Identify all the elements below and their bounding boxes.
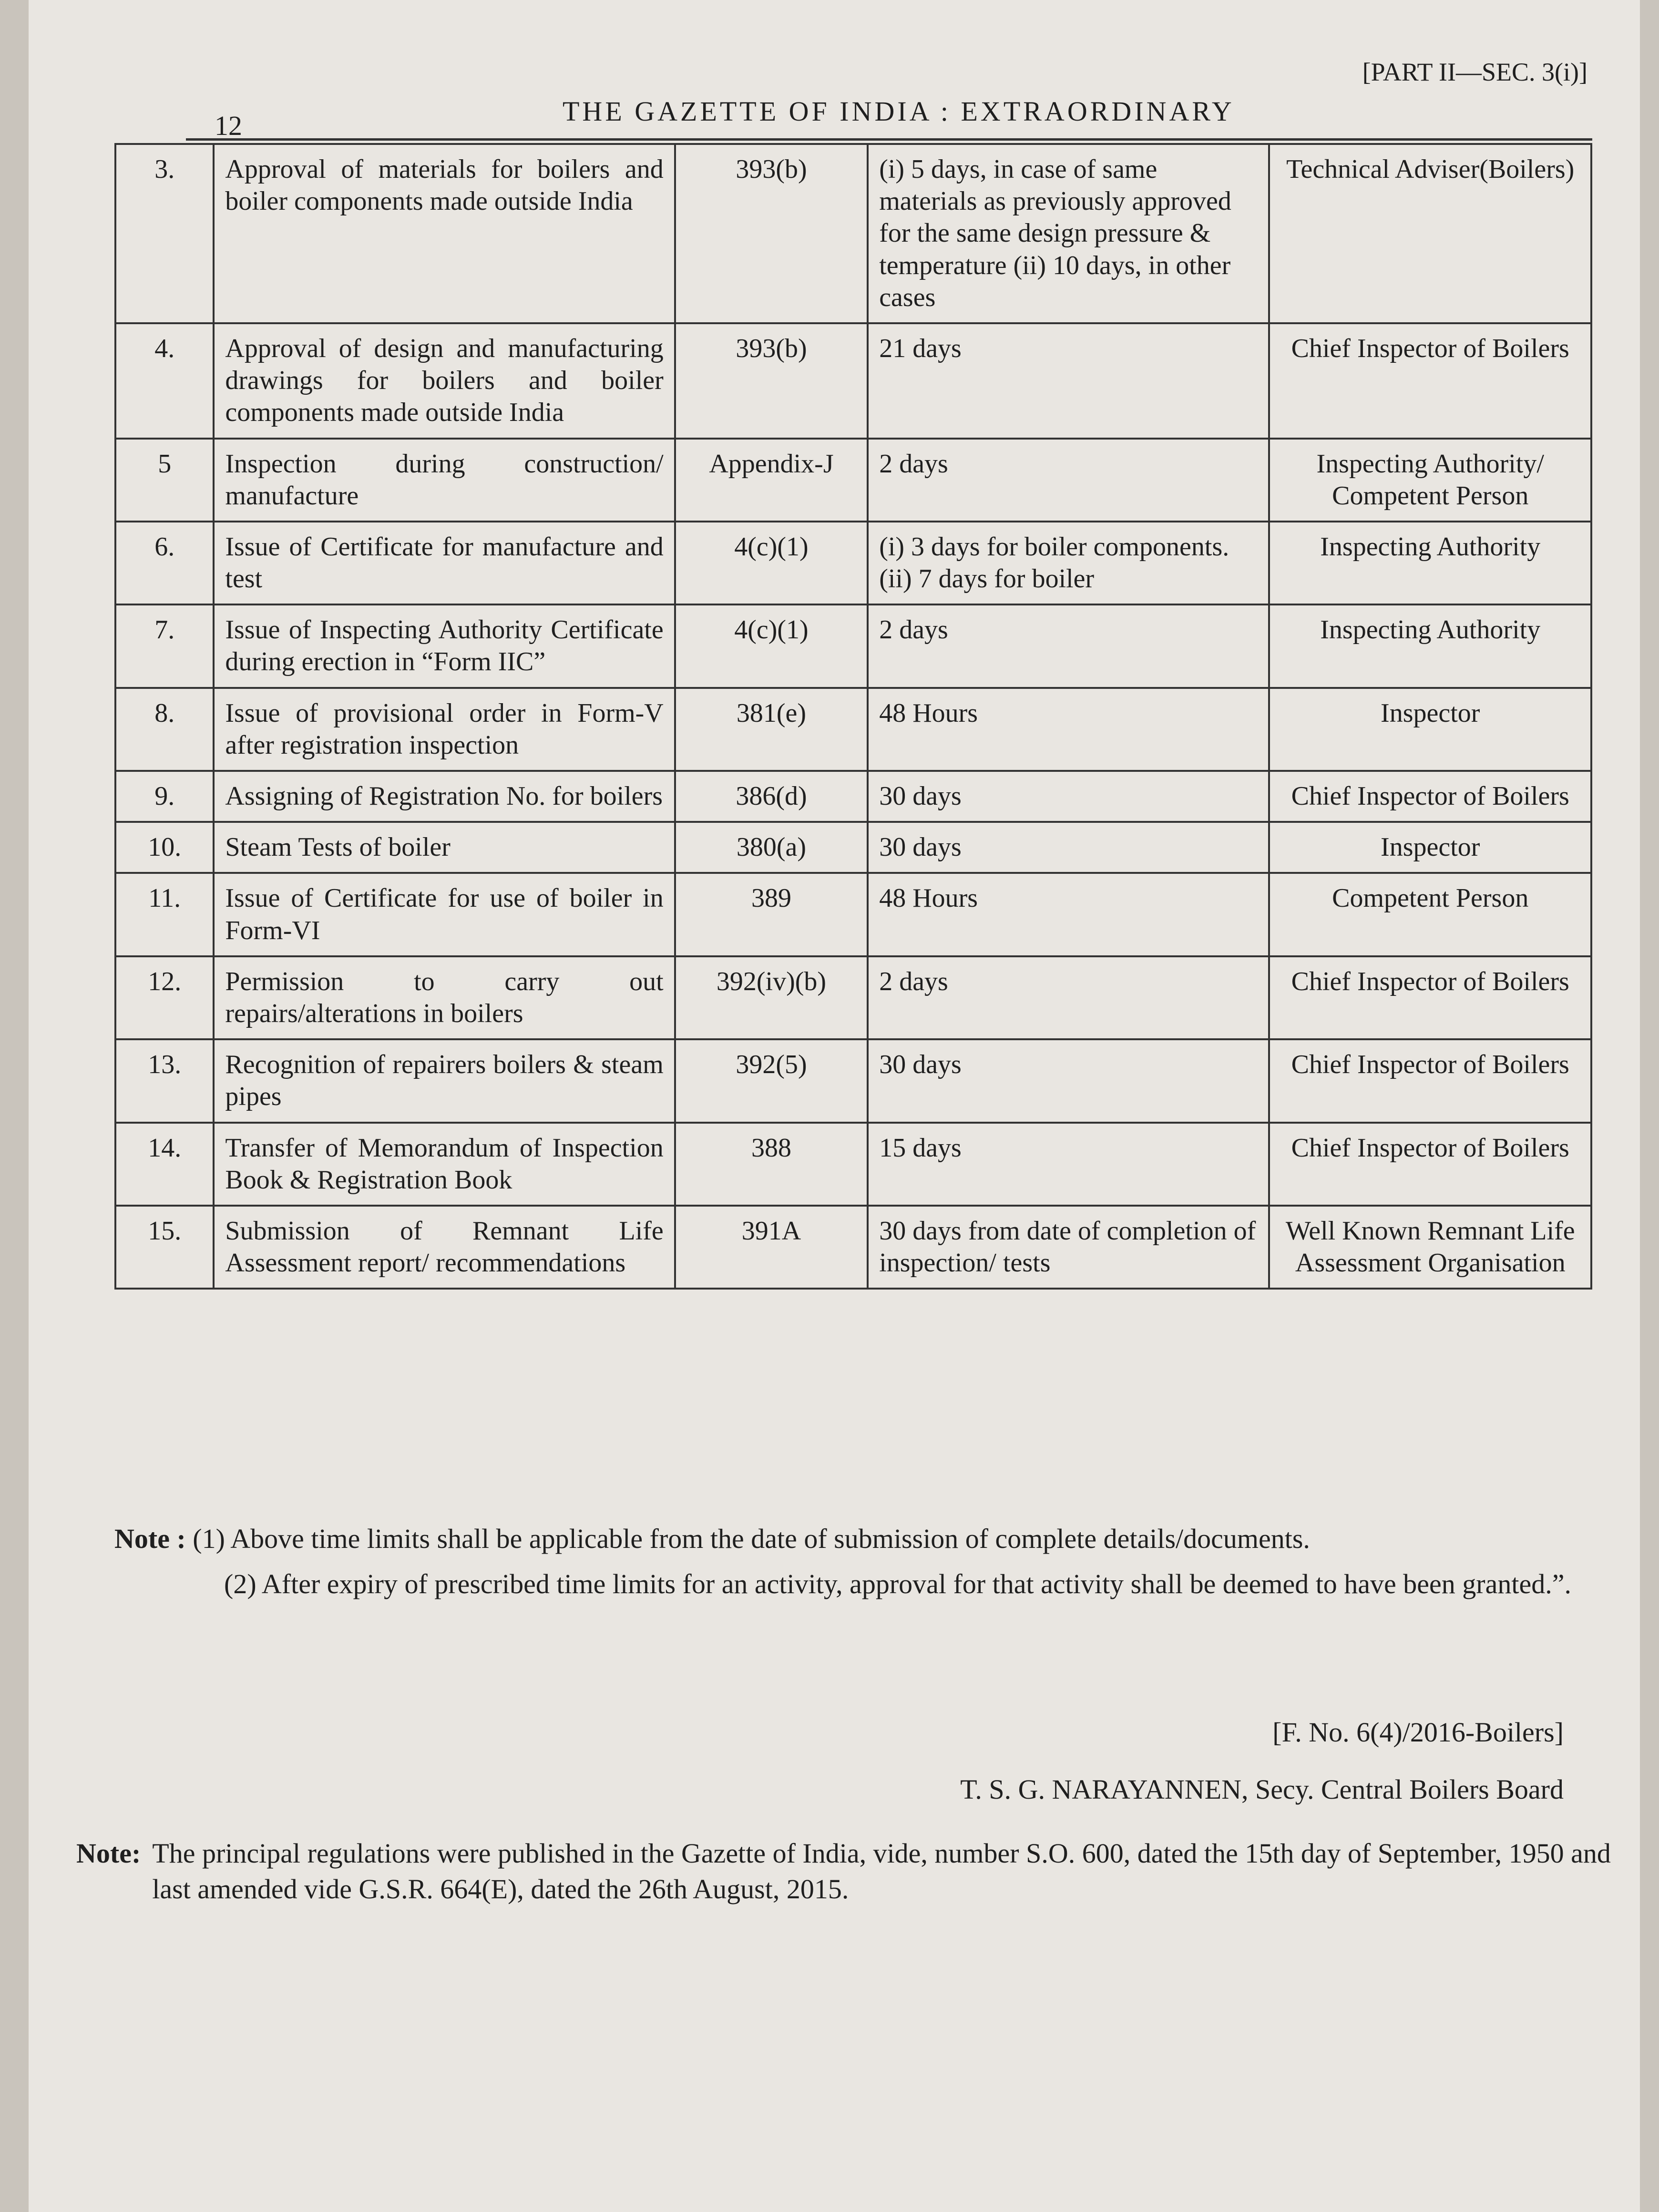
page-number: 12	[215, 110, 242, 141]
serial-number-cell: 14.	[115, 1123, 214, 1206]
authority-cell: Inspecting Authority	[1269, 522, 1591, 604]
activity-cell: Approval of materials for boilers and boiler components made outside India	[214, 144, 675, 323]
authority-cell: Technical Adviser(Boilers)	[1269, 144, 1591, 323]
authority-cell: Competent Person	[1269, 873, 1591, 956]
time-limit-cell: 48 Hours	[868, 873, 1269, 956]
time-limits-table	[114, 143, 1592, 1290]
serial-number-cell: 8.	[115, 688, 214, 771]
note-1	[114, 1521, 1616, 1557]
final-note	[76, 1835, 1616, 1907]
table-row	[115, 956, 1591, 1039]
activity-cell: Issue of Certificate for use of boiler in Form-VI	[214, 873, 675, 956]
signatory: T. S. G. NARAYANNEN, Secy. Central Boilers Board	[960, 1774, 1564, 1805]
regulation-number-cell: 4(c)(1)	[675, 604, 868, 687]
serial-number-cell: 5	[115, 439, 214, 522]
activity-cell: Permission to carry out repairs/alterations in boilers	[214, 956, 675, 1039]
table-row	[115, 522, 1591, 604]
table-notes	[114, 1521, 1616, 1602]
activity-cell: Assigning of Registration No. for boilers	[214, 771, 675, 822]
regulation-number-cell: 393(b)	[675, 323, 868, 439]
table-row	[115, 822, 1591, 873]
regulation-number-cell: 388	[675, 1123, 868, 1206]
serial-number-cell: 15.	[115, 1206, 214, 1289]
time-limit-cell: 30 days from date of completion of inspection/ tests	[868, 1206, 1269, 1289]
gazette-title: THE GAZETTE OF INDIA : EXTRAORDINARY	[563, 96, 1235, 127]
serial-number-cell: 12.	[115, 956, 214, 1039]
regulation-number-cell: Appendix-J	[675, 439, 868, 522]
serial-number-cell: 7.	[115, 604, 214, 687]
activity-cell: Issue of Inspecting Authority Certificate during erection in “Form IIC”	[214, 604, 675, 687]
activity-cell: Recognition of repairers boilers & steam pipes	[214, 1039, 675, 1122]
authority-cell: Chief Inspector of Boilers	[1269, 1123, 1591, 1206]
time-limit-cell: 2 days	[868, 956, 1269, 1039]
time-limit-cell: (i) 3 days for boiler components. (ii) 7 days for boiler	[868, 522, 1269, 604]
note-2: (2) After expiry of prescribed time limits for an activity, approval for that activity shall be deemed to have been granted.”.	[224, 1568, 1571, 1600]
time-limit-cell: 30 days	[868, 1039, 1269, 1122]
authority-cell: Inspecting Authority/ Competent Person	[1269, 439, 1591, 522]
time-limit-cell: 15 days	[868, 1123, 1269, 1206]
table-row	[115, 771, 1591, 822]
time-limit-cell: 21 days	[868, 323, 1269, 439]
table-row	[115, 1039, 1591, 1122]
serial-number-cell: 4.	[115, 323, 214, 439]
authority-cell: Chief Inspector of Boilers	[1269, 323, 1591, 439]
regulation-number-cell: 392(iv)(b)	[675, 956, 868, 1039]
note-1-text: (1) Above time limits shall be applicable from the date of submission of complete details/documents.	[193, 1523, 1310, 1554]
regulation-number-cell: 386(d)	[675, 771, 868, 822]
activity-cell: Approval of design and manufacturing drawings for boilers and boiler components made outside India	[214, 323, 675, 439]
time-limit-cell: 30 days	[868, 822, 1269, 873]
note-label: Note :	[114, 1523, 186, 1554]
regulation-number-cell: 389	[675, 873, 868, 956]
activity-cell: Issue of Certificate for manufacture and test	[214, 522, 675, 604]
final-note-label: Note:	[76, 1838, 141, 1869]
time-limit-cell: 48 Hours	[868, 688, 1269, 771]
table-row	[115, 604, 1591, 687]
authority-cell: Inspector	[1269, 822, 1591, 873]
activity-cell: Submission of Remnant Life Assessment report/ recommendations	[214, 1206, 675, 1289]
table-row	[115, 144, 1591, 323]
serial-number-cell: 6.	[115, 522, 214, 604]
table-row	[115, 688, 1591, 771]
final-note-text: The principal regulations were published in the Gazette of India, vide, number S.O. 600, dated the 15th day of September, 1950 and last amended vide G.S.R. 664(E), dated the 26th August, 2015.	[152, 1838, 1611, 1905]
serial-number-cell: 3.	[115, 144, 214, 323]
table-row	[115, 323, 1591, 439]
authority-cell: Chief Inspector of Boilers	[1269, 771, 1591, 822]
regulation-number-cell: 380(a)	[675, 822, 868, 873]
table-row	[115, 1206, 1591, 1289]
authority-cell: Well Known Remnant Life Assessment Organisation	[1269, 1206, 1591, 1289]
page-header	[186, 57, 1592, 141]
time-limit-cell: 2 days	[868, 439, 1269, 522]
authority-cell: Inspector	[1269, 688, 1591, 771]
regulation-number-cell: 4(c)(1)	[675, 522, 868, 604]
time-limit-cell: (i) 5 days, in case of same materials as previously approved for the same design pressure & temperature (ii) 10 days, in other cases	[868, 144, 1269, 323]
table-row	[115, 439, 1591, 522]
file-number: [F. No. 6(4)/2016-Boilers]	[1272, 1717, 1564, 1748]
table-row	[115, 1123, 1591, 1206]
table-row	[115, 873, 1591, 956]
serial-number-cell: 13.	[115, 1039, 214, 1122]
authority-cell: Chief Inspector of Boilers	[1269, 1039, 1591, 1122]
regulation-number-cell: 391A	[675, 1206, 868, 1289]
activity-cell: Transfer of Memorandum of Inspection Book & Registration Book	[214, 1123, 675, 1206]
table-body	[115, 144, 1591, 1289]
regulation-number-cell: 392(5)	[675, 1039, 868, 1122]
gazette-page	[29, 0, 1640, 2212]
regulation-number-cell: 381(e)	[675, 688, 868, 771]
activity-cell: Issue of provisional order in Form-V after registration inspection	[214, 688, 675, 771]
part-section-label: [PART II—SEC. 3(i)]	[1362, 58, 1587, 86]
authority-cell: Inspecting Authority	[1269, 604, 1591, 687]
serial-number-cell: 10.	[115, 822, 214, 873]
serial-number-cell: 11.	[115, 873, 214, 956]
time-limit-cell: 30 days	[868, 771, 1269, 822]
activity-cell: Steam Tests of boiler	[214, 822, 675, 873]
time-limit-cell: 2 days	[868, 604, 1269, 687]
activity-cell: Inspection during construction/ manufacture	[214, 439, 675, 522]
authority-cell: Chief Inspector of Boilers	[1269, 956, 1591, 1039]
serial-number-cell: 9.	[115, 771, 214, 822]
regulation-number-cell: 393(b)	[675, 144, 868, 323]
